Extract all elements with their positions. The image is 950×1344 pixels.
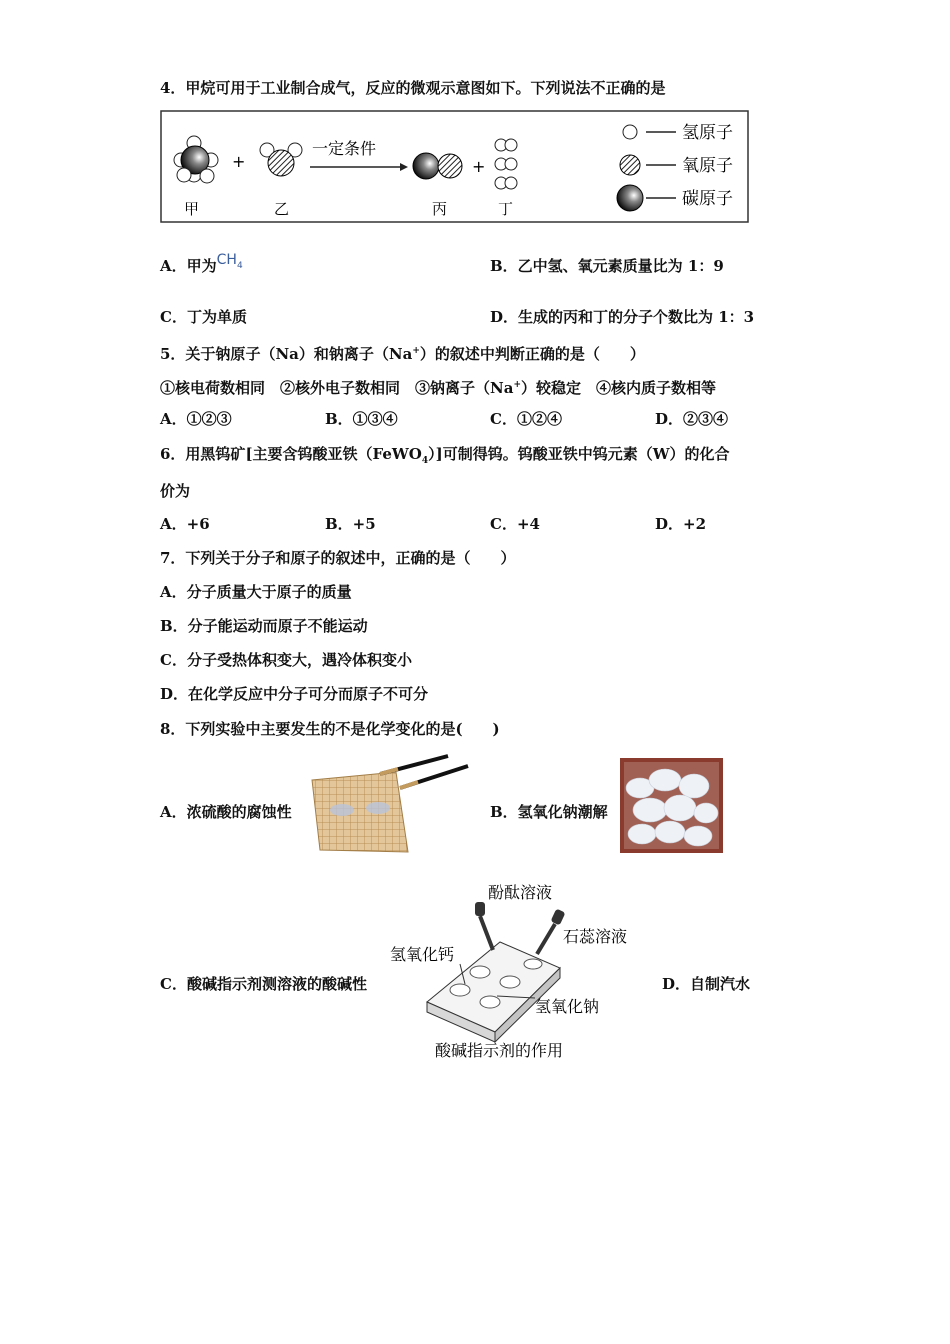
q8-option-a: A．浓硫酸的腐蚀性	[160, 803, 292, 821]
q4-option-d: D．生成的丙和丁的分子个数比为 1：3	[490, 308, 755, 326]
dropper-right	[537, 909, 565, 954]
q5-option-c: C．①②④	[490, 410, 562, 428]
label-phenolphthalein: 酚酞溶液	[488, 883, 553, 902]
plus-sign-1: +	[232, 152, 246, 171]
figure-caption: 酸碱指示剂的作用	[435, 1041, 564, 1060]
label-litmus: 石蕊溶液	[563, 927, 628, 946]
label-calcium-hydroxide: 氢氧化钙	[390, 945, 455, 964]
q6-option-c: C．+4	[490, 515, 540, 533]
q5-option-b: B．①③④	[325, 410, 398, 428]
q6-stem	[160, 444, 730, 471]
q8-option-c: C．酸碱指示剂测溶液的酸碱性	[160, 975, 367, 993]
q5-stem-a: 5．关于钠原子（Na）和钠离子（Na	[160, 345, 413, 363]
q4-stem: 4．甲烷可用于工业制合成气，反应的微观示意图如下。下列说法不正确的是	[160, 79, 666, 97]
plus-sign-2: +	[472, 157, 486, 176]
q7-option-c: C．分子受热体积变大，遇冷体积变小	[160, 651, 412, 669]
q6-stem-line2: 价为	[160, 482, 191, 500]
q6-stem-b: ）]可制得钨。钨酸亚铁中钨元素（W）的化合	[428, 445, 730, 463]
q4-option-a-sub: 4	[236, 260, 243, 271]
q5-statements	[160, 375, 716, 398]
q8-option-d: D．自制汽水	[662, 975, 751, 993]
q7-option-a: A．分子质量大于原子的质量	[160, 583, 352, 601]
q5-statements-b: ）较稳定 ④核内质子数相等	[520, 379, 716, 397]
legend-carbon: 碳原子	[682, 189, 733, 209]
q7-option-b: B．分子能运动而原子不能运动	[160, 617, 368, 635]
q7-stem: 7．下列关于分子和原子的叙述中，正确的是（ ）	[160, 549, 516, 567]
q5-stem-sup: +	[412, 346, 420, 356]
dropper-left	[475, 902, 493, 950]
q4-option-b: B．乙中氢、氧元素质量比为 1：9	[490, 257, 724, 275]
q6-option-a: A．+6	[160, 515, 210, 533]
q4-option-a-formula: CH	[216, 252, 237, 268]
q8-stem: 8．下列实验中主要发生的不是化学变化的是( )	[160, 720, 500, 738]
reaction-diagram	[160, 110, 750, 228]
label-ding: 丁	[498, 200, 514, 218]
sulfuric-acid-paper-image	[308, 752, 473, 858]
q4-option-a	[160, 252, 243, 283]
q6-stem-a: 6．用黑钨矿[主要含钨酸亚铁（FeWO	[160, 445, 422, 463]
legend-oxygen: 氧原子	[682, 156, 733, 176]
q7-option-d: D．在化学反应中分子可分而原子不可分	[160, 685, 429, 703]
condition-label: 一定条件	[312, 139, 377, 158]
q4-option-a-prefix: A．甲为	[160, 257, 217, 275]
label-sodium-hydroxide: 氢氧化钠	[535, 997, 600, 1016]
q8-option-b: B．氢氧化钠潮解	[490, 803, 608, 821]
sodium-hydroxide-image	[620, 758, 723, 857]
hydrogen-molecules	[495, 139, 517, 189]
q5-stem-b: ）的叙述中判断正确的是（ ）	[419, 345, 645, 363]
label-bing: 丙	[432, 200, 448, 218]
indicator-experiment-figure	[385, 880, 645, 1069]
q5-statements-a: ①核电荷数相同 ②核外电子数相同 ③钠离子（Na	[160, 379, 514, 397]
q5-option-a: A．①②③	[160, 410, 232, 428]
q5-stem	[160, 341, 645, 364]
legend-hydrogen: 氢原子	[682, 123, 733, 143]
q5-statements-sup: +	[513, 380, 521, 390]
label-yi: 乙	[274, 200, 290, 218]
q6-option-d: D．+2	[655, 515, 707, 533]
label-jia: 甲	[184, 200, 200, 218]
q6-option-b: B．+5	[325, 515, 376, 533]
q5-option-d: D．②③④	[655, 410, 729, 428]
q6-stem-sub: 4	[421, 456, 429, 466]
q4-option-c: C．丁为单质	[160, 308, 247, 326]
